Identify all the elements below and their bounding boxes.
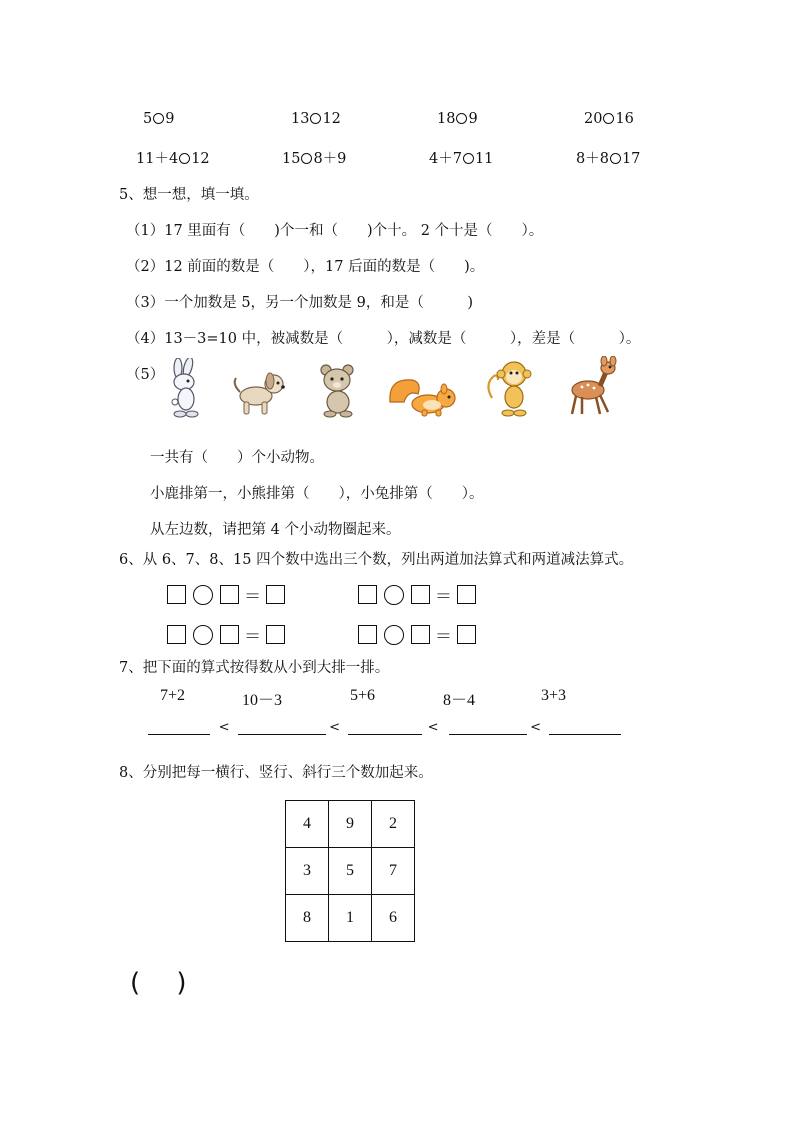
compare-circle[interactable] [603, 113, 614, 124]
answer-box[interactable] [167, 585, 186, 604]
less-than-sign: < [530, 720, 542, 735]
q5-sub-3: 从左边数，请把第 4 个小动物圈起来。 [150, 522, 401, 538]
answer-blank[interactable] [549, 718, 621, 735]
grid-cell: 1 [329, 895, 372, 942]
compare-item: 8＋8 17 [576, 151, 641, 167]
grid-cell: 2 [372, 801, 415, 848]
compare-circle[interactable] [301, 153, 312, 164]
compare-item: 18 9 [437, 111, 478, 127]
answer-blank[interactable] [238, 718, 326, 735]
rabbit-icon[interactable] [162, 358, 208, 418]
q6-title: 6、从 6、7、8、15 四个数中选出三个数，列出两道加法算式和两道减法算式。 [119, 552, 634, 568]
answer-box[interactable] [457, 585, 476, 604]
equation-template [358, 622, 476, 647]
expression: 7+2 [160, 687, 186, 704]
compare-circle[interactable] [610, 153, 621, 164]
answer-blank[interactable] [148, 718, 210, 735]
answer-box[interactable] [220, 585, 239, 604]
answer-box[interactable] [266, 585, 285, 604]
bear-icon[interactable] [314, 362, 364, 418]
answer-box[interactable] [220, 625, 239, 644]
expression: 5+6 [350, 687, 376, 704]
number-grid [285, 800, 415, 942]
grid-cell: 7 [372, 848, 415, 895]
monkey-icon[interactable] [484, 358, 542, 418]
equation-template [358, 582, 476, 607]
compare-item: 13 12 [291, 111, 341, 127]
q7-title: 7、把下面的算式按得数从小到大排一排。 [119, 660, 390, 676]
q8-title: 8、分别把每一横行、竖行、斜行三个数加起来。 [119, 765, 433, 781]
expression: 8－4 [443, 692, 476, 709]
equals-sign: ＝ [244, 627, 261, 647]
equals-sign: ＝ [244, 587, 261, 607]
answer-box[interactable] [167, 625, 186, 644]
grid-cell: 9 [329, 801, 372, 848]
expression: 3+3 [541, 687, 567, 704]
q5-line-4: （4）13－3=10 中，被减数是（ ），减数是（ ），差是（ ）。 [126, 331, 641, 347]
compare-item: 4＋7 11 [429, 151, 494, 167]
answer-box[interactable] [266, 625, 285, 644]
equation-template [167, 582, 285, 607]
answer-blank[interactable] [348, 718, 422, 735]
answer-blank[interactable] [449, 718, 527, 735]
answer-box[interactable] [358, 585, 377, 604]
order-blanks [148, 718, 621, 735]
compare-item: 20 16 [584, 111, 634, 127]
compare-item: 5 9 [143, 111, 175, 127]
compare-item: 15 8＋9 [282, 151, 347, 167]
grid-cell: 8 [286, 895, 329, 942]
answer-box[interactable] [358, 625, 377, 644]
operator-circle[interactable] [193, 585, 213, 605]
grid-cell: 3 [286, 848, 329, 895]
squirrel-icon[interactable] [386, 372, 462, 418]
q5-line-3: （3）一个加数是 5，另一个加数是 9，和是（ ) [126, 295, 474, 311]
q5-sub-1: 一共有（ ）个小动物。 [150, 450, 324, 466]
q5-line-1: （1）17 里面有（ )个一和（ )个十。 2 个十是（ ）。 [126, 223, 544, 239]
equals-sign: ＝ [435, 587, 452, 607]
grid-cell: 5 [329, 848, 372, 895]
compare-circle[interactable] [456, 113, 467, 124]
operator-circle[interactable] [193, 625, 213, 645]
equals-sign: ＝ [435, 627, 452, 647]
less-than-sign: < [218, 720, 230, 735]
answer-box[interactable] [411, 625, 430, 644]
compare-circle[interactable] [463, 153, 474, 164]
less-than-sign: < [427, 720, 439, 735]
operator-circle[interactable] [384, 625, 404, 645]
compare-item: 11＋4 12 [136, 151, 210, 167]
equation-template [167, 622, 285, 647]
grid-cell: 6 [372, 895, 415, 942]
q5-title: 5、想一想，填一填。 [119, 187, 259, 203]
compare-circle[interactable] [310, 113, 321, 124]
less-than-sign: < [329, 720, 341, 735]
animal-row [162, 356, 622, 418]
grid-cell: 4 [286, 801, 329, 848]
expression: 10－3 [242, 692, 283, 709]
dog-icon[interactable] [230, 366, 292, 418]
answer-parentheses[interactable]: ( ) [130, 968, 201, 998]
answer-box[interactable] [411, 585, 430, 604]
deer-icon[interactable] [564, 356, 622, 418]
compare-circle[interactable] [153, 113, 164, 124]
q5-line-5-label: （5） [126, 367, 165, 383]
operator-circle[interactable] [384, 585, 404, 605]
compare-circle[interactable] [179, 153, 190, 164]
q5-line-2: （2）12 前面的数是（ ），17 后面的数是（ )。 [126, 259, 485, 275]
answer-box[interactable] [457, 625, 476, 644]
q5-sub-2: 小鹿排第一，小熊排第（ ），小兔排第（ ）。 [150, 486, 484, 502]
